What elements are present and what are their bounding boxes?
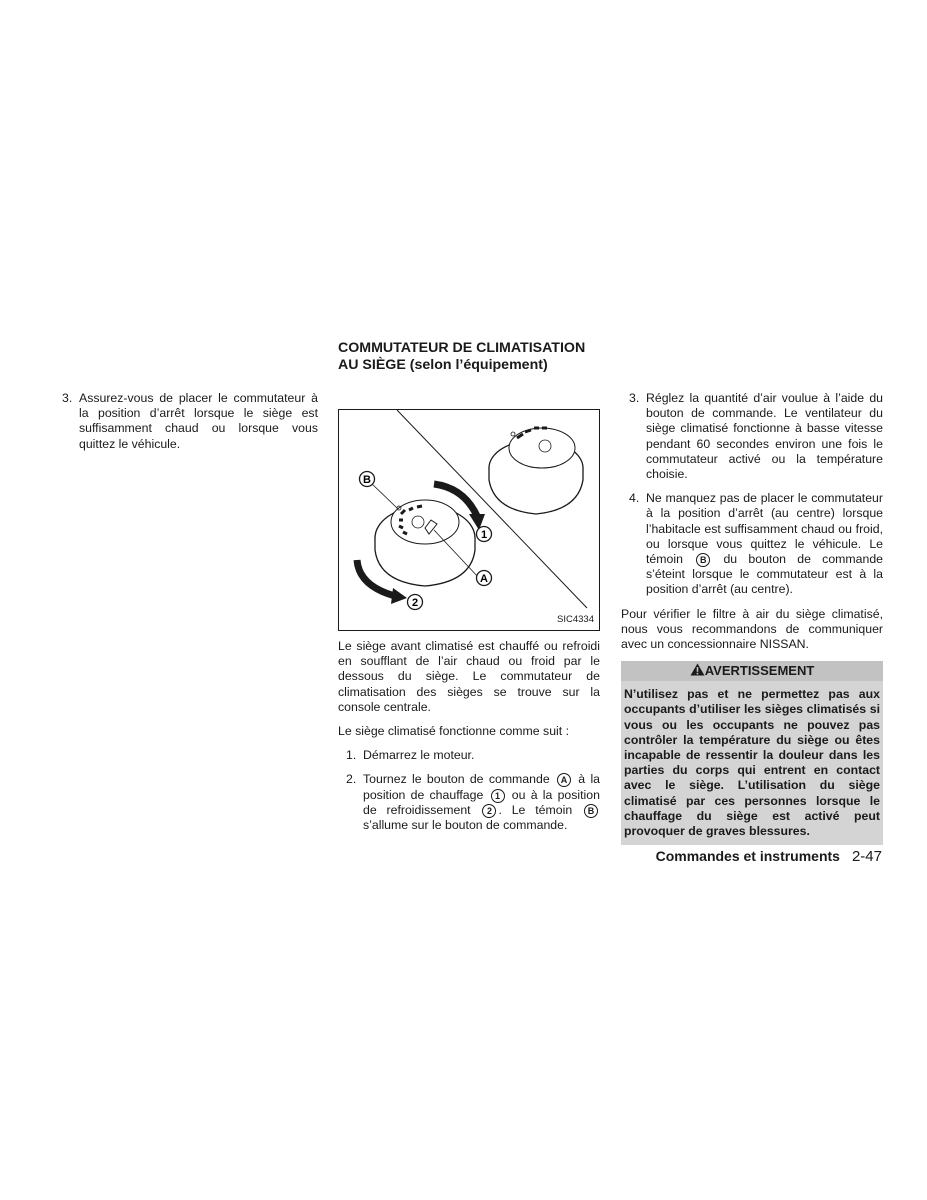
page-footer — [656, 848, 882, 865]
text-run: à la position de chauffage — [363, 772, 601, 802]
svg-text:2: 2 — [411, 597, 419, 609]
item-number: 4. — [629, 491, 640, 506]
text-run: . Le témoin — [498, 802, 573, 817]
list-item — [338, 748, 600, 763]
text-run: Ne manquez pas de placer le commutateur à la position d’arrêt (au centre) lorsque l’habitacle est suffisamment chaud ou froid, ou lorsque vous quittez le véhicule. Le témoin — [646, 491, 883, 567]
warning-text: N’utilisez pas et ne permettez pas aux occupants d’utiliser les sièges climatisés si vous ou les occupants ne pouvez pas contrôler la température du siège ou êtes incapable de ressentir la douleur dans les parties du corps qui entrent en contact avec le siège. L’utilisation du siège climatisé par ces personnes lorsque le chauffage du siège est activé peut provoquer de graves blessures. — [624, 687, 880, 839]
middle-column — [338, 340, 600, 842]
warning-triangle-icon — [690, 663, 705, 676]
warning-box — [621, 661, 883, 845]
paragraph: Pour vérifier le filtre à air du siège climatisé, nous vous recommandons de communiquer avec un concessionnaire NISSAN. — [621, 606, 883, 652]
list-item — [338, 772, 600, 833]
marker-b: B — [696, 553, 710, 567]
left-column — [62, 391, 318, 461]
seat-switch-illustration — [339, 410, 599, 630]
marker-a: A — [557, 773, 571, 787]
section-heading — [338, 340, 600, 373]
footer-section: Commandes et instruments — [655, 848, 840, 864]
paragraph: Le siège climatisé fonctionne comme suit : — [338, 724, 570, 739]
text-run: ou à la position de refroidissement — [363, 787, 600, 817]
heading-line-2: AU SIÈGE (selon l’équipement) — [338, 356, 548, 373]
paragraph: Le siège avant climatisé est chauffé ou refroidi en soufflant de l’air chaud ou froid par le dessous du siège. Le commutateur de climatisation des sièges se trouve sur la console centrale. — [338, 639, 600, 714]
item-number: 2. — [346, 772, 357, 787]
marker-b: B — [584, 804, 598, 818]
rear-knob — [489, 428, 583, 514]
item-text: Réglez la quantité d’air voulue à l’aide du bouton de commande. Le ventilateur du siège climatisé fonctionne à basse vitesse pendant 60 secondes environ une fois le commutateur activé ou la température choisie. — [646, 391, 883, 482]
page-number: 2-47 — [851, 848, 882, 865]
right-column — [621, 391, 883, 845]
text-run: s’allume sur le bouton de commande. — [363, 818, 568, 833]
front-knob — [375, 500, 475, 586]
svg-text:1: 1 — [480, 529, 488, 541]
figure-code: SIC4334 — [557, 613, 594, 625]
item-text — [646, 491, 883, 597]
item-text: Assurez-vous de placer le commutateur à la position d’arrêt lorsque le siège est suffisamment chaud ou lorsque vous quittez le véhicule. — [79, 391, 318, 451]
list-item — [621, 391, 883, 482]
label-2 — [408, 595, 423, 610]
label-1 — [477, 527, 492, 542]
marker-2: 2 — [482, 804, 496, 818]
warning-title — [621, 661, 883, 681]
marker-1: 1 — [491, 789, 505, 803]
text-run: Tournez le bouton de commande — [363, 772, 550, 787]
item-number: 1. — [346, 748, 357, 763]
text-run: du bouton de commande s’éteint lorsque le commutateur est à la position d’arrêt (au centre). — [646, 552, 884, 597]
heading-line-1: COMMUTATEUR DE CLIMATISATION — [338, 340, 586, 356]
svg-text:B: B — [363, 474, 371, 486]
item-text: Démarrez le moteur. — [363, 748, 475, 763]
label-a — [477, 571, 492, 586]
item-text — [363, 772, 600, 833]
item-number: 3. — [629, 391, 640, 405]
list-item — [621, 491, 883, 597]
warning-title-text: AVERTISSEMENT — [704, 663, 815, 679]
item-number: 3. — [62, 391, 73, 405]
label-b — [360, 472, 375, 487]
list-item — [62, 391, 318, 452]
seat-switch-figure — [338, 409, 600, 631]
svg-text:A: A — [480, 573, 488, 585]
